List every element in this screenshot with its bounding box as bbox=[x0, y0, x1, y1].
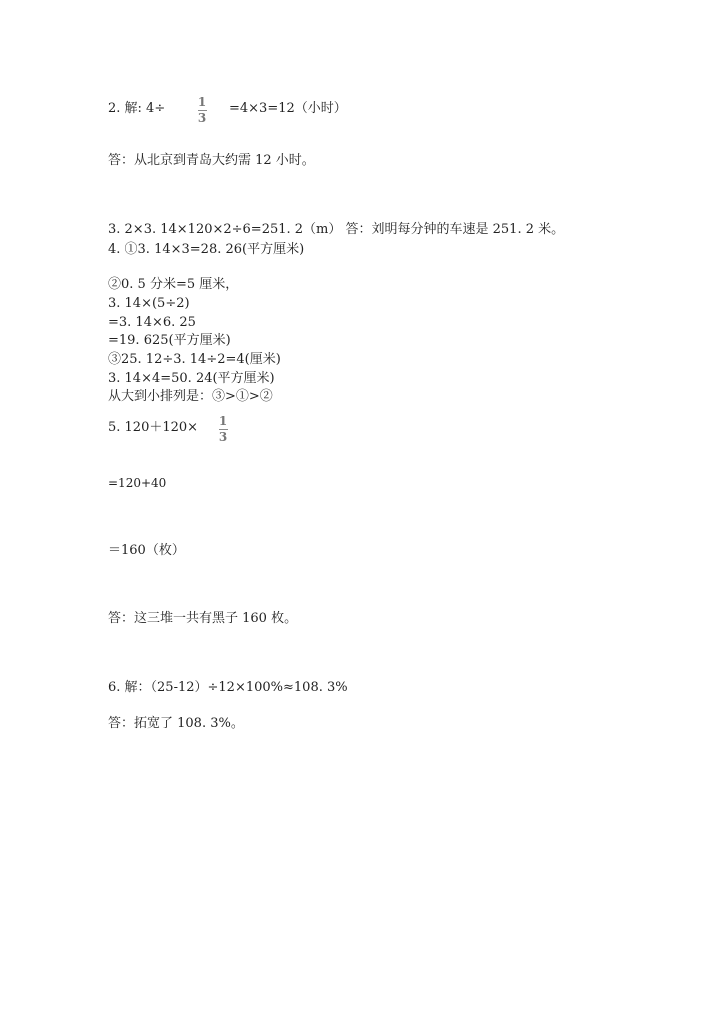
q4-line6: ③25. 12÷3. 14÷2=4(厘米) bbox=[108, 352, 281, 367]
q5-step1: =120+40 bbox=[108, 476, 167, 490]
q3-line: 3. 2×3. 14×120×2÷6=251. 2（m） 答：刘明每分钟的车速是 251. 2 米。 bbox=[108, 222, 565, 237]
q2-fraction-denominator: 3 bbox=[197, 111, 207, 125]
q4-line7: 3. 14×4=50. 24(平方厘米) bbox=[108, 371, 275, 386]
q4-line4: =3. 14×6. 25 bbox=[108, 315, 196, 330]
q5-prefix: 5. 120＋120× bbox=[108, 420, 199, 435]
q2-fraction-numerator: 1 bbox=[197, 95, 207, 109]
q5-step2: ＝160（枚） bbox=[108, 543, 185, 558]
q6-answer: 答：拓宽了 108. 3%。 bbox=[108, 716, 244, 731]
q6-line: 6. 解：（25-12）÷12×100%≈108. 3% bbox=[108, 680, 348, 695]
q4-line8: 从大到小排列是：③>①>② bbox=[108, 389, 273, 404]
q5-fraction-numerator: 1 bbox=[218, 414, 228, 428]
q5-fraction bbox=[216, 415, 230, 444]
q2-prefix: 2. 解: 4÷ bbox=[108, 101, 166, 116]
q4-line2: ②0. 5 分米=5 厘米， bbox=[108, 277, 239, 292]
q2-answer: 答：从北京到青岛大约需 12 小时。 bbox=[108, 153, 315, 168]
q2-fraction bbox=[195, 96, 209, 125]
q5-answer: 答：这三堆一共有黑子 160 枚。 bbox=[108, 611, 298, 626]
q4-line1: 4. ①3. 14×3=28. 26(平方厘米) bbox=[108, 242, 305, 257]
q4-line5: =19. 625(平方厘米) bbox=[108, 333, 231, 348]
q5-fraction-denominator: 3 bbox=[218, 430, 228, 444]
q2-suffix: =4×3=12（小时） bbox=[229, 101, 347, 116]
q4-line3: 3. 14×(5÷2) bbox=[108, 296, 190, 311]
